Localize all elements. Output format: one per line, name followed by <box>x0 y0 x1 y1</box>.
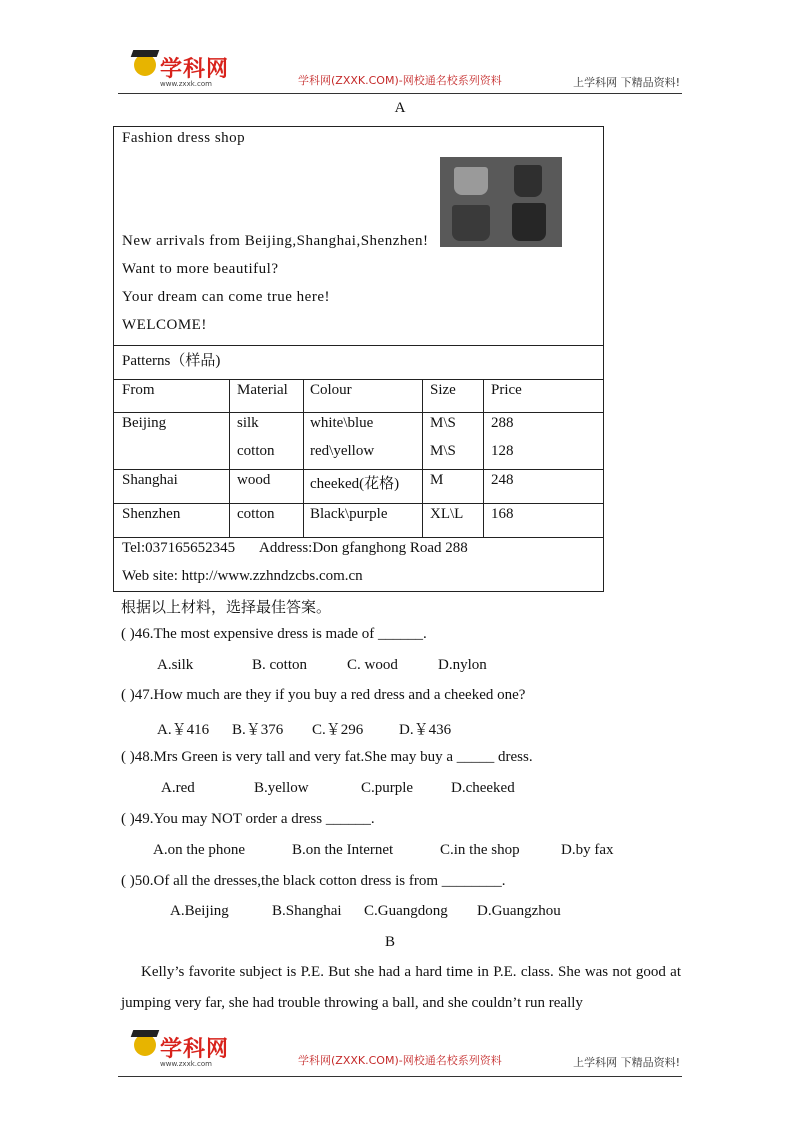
option: D.by fax <box>561 842 614 858</box>
table-header: Colour <box>310 382 352 398</box>
logo <box>132 50 242 96</box>
table-cell: 128 <box>491 443 514 459</box>
dress-photo <box>440 157 562 247</box>
table-cell: Shanghai <box>122 472 178 488</box>
table-cell: red\yellow <box>310 443 375 459</box>
table-divider <box>114 537 603 538</box>
table-column-line <box>229 379 230 537</box>
table-cell: Beijing <box>122 415 167 431</box>
table-column-line <box>303 379 304 537</box>
option: D.cheeked <box>451 780 515 796</box>
table-cell: cotton <box>237 506 275 522</box>
table-cell: cheeked(花格) <box>310 476 400 492</box>
option: D.Guangzhou <box>477 903 561 919</box>
logo-text: 学科网 <box>160 57 230 82</box>
dress-image <box>454 167 488 195</box>
table-cell: silk <box>237 415 259 431</box>
dress-image <box>512 203 546 241</box>
table-cell: Black\purple <box>310 506 388 522</box>
graduation-cap-icon <box>131 1030 160 1037</box>
option: C.Guangdong <box>364 903 448 919</box>
header-right-text: 上学科网 下精品资料! <box>573 76 680 89</box>
ad-line: New arrivals from Beijing,Shanghai,Shenzhen! <box>122 233 429 249</box>
option: A.Beijing <box>170 903 229 919</box>
passage-b: Kelly’s favorite subject is P.E. But she had a hard time in P.E. class. She was not good at jumping very far, she had trouble throwing a ball, and she couldn’t run really <box>121 964 681 1011</box>
table-header: Size <box>430 382 456 398</box>
table-divider <box>114 379 603 380</box>
question-47: ( )47.How much are they if you buy a red dress and a cheeked one? <box>121 687 526 703</box>
table-column-line <box>422 379 423 537</box>
header-center-text: 学科网(ZXXK.COM)-网校通名校系列资料 <box>298 74 502 87</box>
table-cell: M <box>430 472 444 488</box>
table-divider <box>114 469 603 470</box>
logo-text: 学科网 <box>160 1037 230 1062</box>
table-column-line <box>483 379 484 537</box>
question-49: ( )49.You may NOT order a dress ______. <box>121 811 375 827</box>
logo-mark-icon <box>134 54 156 76</box>
table-divider <box>114 412 603 413</box>
table-header: From <box>122 382 155 398</box>
option: D.nylon <box>438 657 487 673</box>
option: B.￥376 <box>232 722 284 738</box>
logo-mark-icon <box>134 1034 156 1056</box>
option: B.on the Internet <box>292 842 394 858</box>
dress-image <box>452 205 490 241</box>
page-footer <box>0 1030 800 1080</box>
instruction: 根据以上材料，选择最佳答案。 <box>121 600 332 616</box>
shop-website: Web site: http://www.zzhndzcbs.com.cn <box>122 568 363 584</box>
logo-url: www.zxxk.com <box>160 80 212 88</box>
logo-url: www.zxxk.com <box>160 1060 212 1068</box>
dress-image <box>514 165 542 197</box>
table-cell: wood <box>237 472 271 488</box>
table-header: Material <box>237 382 288 398</box>
question-50: ( )50.Of all the dresses,the black cotton dress is from ________. <box>121 873 506 889</box>
option: D.￥436 <box>399 722 452 738</box>
option: C. wood <box>347 657 398 673</box>
page-header <box>0 50 800 100</box>
patterns-label: Patterns（样品) <box>122 353 221 369</box>
question-46: ( )46.The most expensive dress is made of ______. <box>121 626 427 642</box>
option: C.in the shop <box>440 842 520 858</box>
logo <box>132 1030 242 1076</box>
ad-title: Fashion dress shop <box>122 130 246 146</box>
table-divider <box>114 503 603 504</box>
section-a-label: A <box>394 100 406 116</box>
table-header: Price <box>491 382 522 398</box>
table-cell: M\S <box>430 443 456 459</box>
section-b-label: B <box>384 934 395 950</box>
option: B.Shanghai <box>272 903 342 919</box>
table-cell: 248 <box>491 472 514 488</box>
shop-address: Address:Don gfanghong Road 288 <box>259 540 468 556</box>
table-cell: XL\L <box>430 506 464 522</box>
table-cell: Shenzhen <box>122 506 181 522</box>
ad-line: WELCOME! <box>122 317 207 333</box>
footer-center-text: 学科网(ZXXK.COM)-网校通名校系列资料 <box>298 1054 502 1067</box>
option: A.on the phone <box>153 842 246 858</box>
option: A.￥416 <box>157 722 210 738</box>
footer-right-text: 上学科网 下精品资料! <box>573 1056 680 1069</box>
table-divider <box>114 345 603 346</box>
footer-divider <box>118 1076 682 1077</box>
question-48: ( )48.Mrs Green is very tall and very fat.She may buy a _____ dress. <box>121 749 533 765</box>
table-cell: cotton <box>237 443 275 459</box>
table-cell: 288 <box>491 415 514 431</box>
ad-line: Your dream can come true here! <box>122 289 330 305</box>
option: A.red <box>161 780 195 796</box>
graduation-cap-icon <box>131 50 160 57</box>
option: C.￥296 <box>312 722 364 738</box>
table-cell: white\blue <box>310 415 374 431</box>
table-cell: M\S <box>430 415 456 431</box>
header-divider <box>118 93 682 94</box>
ad-line: Want to more beautiful? <box>122 261 279 277</box>
option: C.purple <box>361 780 414 796</box>
dress-shop-ad <box>113 126 604 592</box>
option: B.yellow <box>254 780 309 796</box>
option: A.silk <box>157 657 194 673</box>
shop-tel: Tel:037165652345 <box>122 540 236 556</box>
option: B. cotton <box>252 657 307 673</box>
table-cell: 168 <box>491 506 514 522</box>
